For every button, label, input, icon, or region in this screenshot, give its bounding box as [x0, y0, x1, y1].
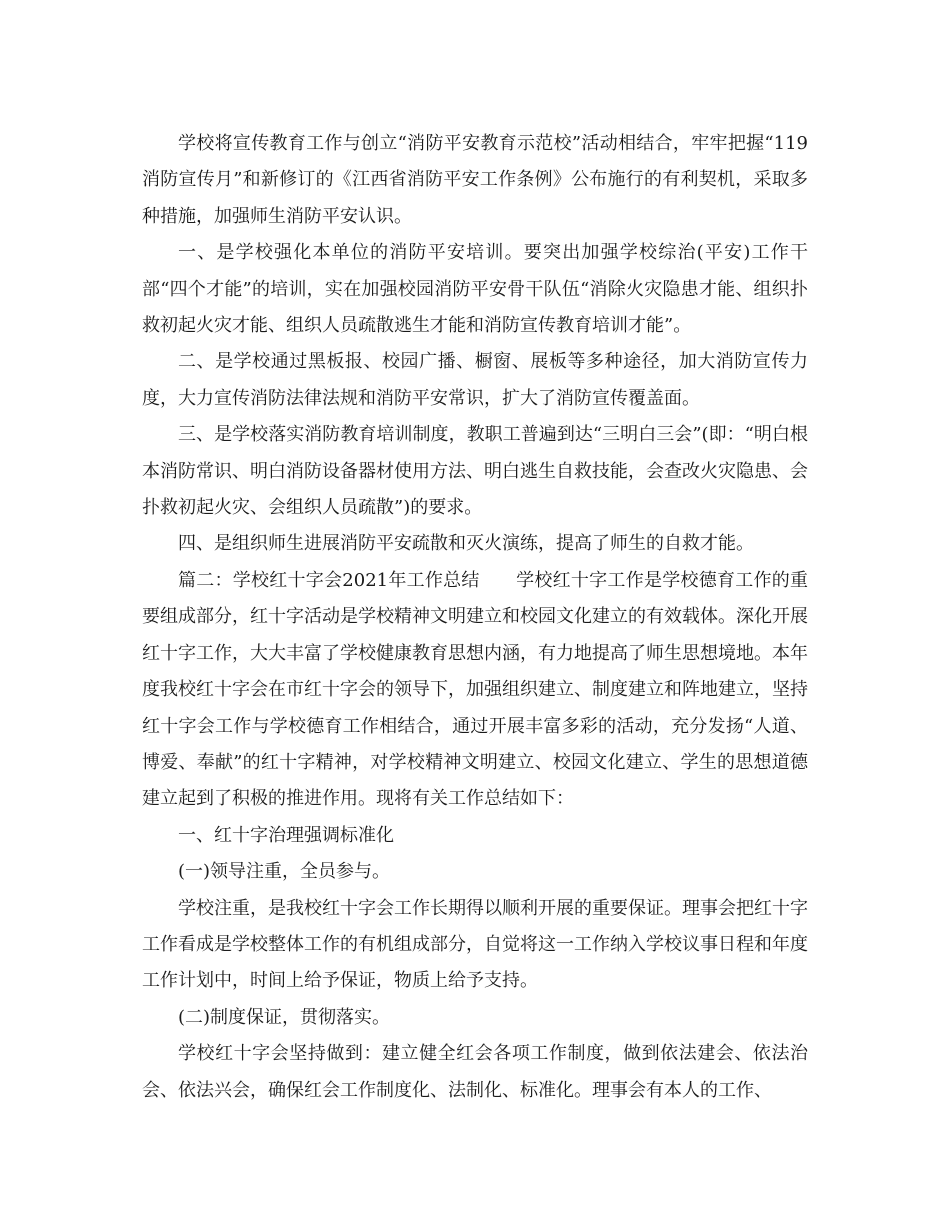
paragraph-item-3: 三、是学校落实消防教育培训制度，教职工普遍到达“三明白三会”(即：“明白根本消防常识、明白消防设备器材使用方法、明白逃生自救技能，会查改火灾隐患、会扑救初起火灾、会组织人员疏散”)的要求。: [142, 424, 808, 519]
document-body: [142, 126, 808, 1109]
paragraph-item-2: 二、是学校通过黑板报、校园广播、橱窗、展板等多种途径，加大消防宣传力度，大力宣传消防法律法规和消防平安常识，扩大了消防宣传覆盖面。: [142, 351, 808, 409]
paragraph-part-two-intro: 篇二：学校红十字会2021年工作总结 学校红十字工作是学校德育工作的重要组成部分，红十字活动是学校精神文明建立和校园文化建立的有效载体。深化开展红十字工作，大大丰富了学校健康教育思想内涵，有力地提高了师生思想境地。本年度我校红十字会在市红十字会的领导下，加强组织建立、制度建立和阵地建立，坚持红十字会工作与学校德育工作相结合，通过开展丰富多彩的活动，充分发扬“人道、博爱、奉献”的红十字精神，对学校精神文明建立、校园文化建立、学生的思想道德建立起到了积极的推进作用。现将有关工作总结如下：: [142, 569, 808, 810]
subsection-heading-2: (二)制度保证，贯彻落实。: [178, 1006, 391, 1028]
section-heading: 一、红十字治理强调标准化: [178, 824, 394, 846]
paragraph-item-4: 四、是组织师生进展消防平安疏散和灭火演练，提高了师生的自救才能。: [178, 533, 754, 555]
paragraph-intro: 学校将宣传教育工作与创立“消防平安教育示范校”活动相结合，牢牢把握“119消防宣传月”和新修订的《江西省消防平安工作条例》公布施行的有利契机，采取多种措施，加强师生消防平安认识。: [142, 133, 808, 227]
paragraph-subsection-2: 学校红十字会坚持做到：建立健全红会各项工作制度，做到依法建会、依法治会、依法兴会，确保红会工作制度化、法制化、标准化。理事会有本人的工作、: [142, 1043, 808, 1101]
subsection-heading-1: (一)领导注重，全员参与。: [178, 861, 391, 883]
paragraph-item-1: 一、是学校强化本单位的消防平安培训。要突出加强学校综治(平安)工作干部“四个才能”的培训，实在加强校园消防平安骨干队伍“消除火灾隐患才能、组织扑救初起火灾才能、组织人员疏散逃生才能和消防宣传教育培训才能”。: [142, 242, 808, 337]
paragraph-subsection-1: 学校注重，是我校红十字会工作长期得以顺利开展的重要保证。理事会把红十字工作看成是学校整体工作的有机组成部分，自觉将这一工作纳入学校议事日程和年度工作计划中，时间上给予保证，物质上给予支持。: [142, 897, 808, 992]
